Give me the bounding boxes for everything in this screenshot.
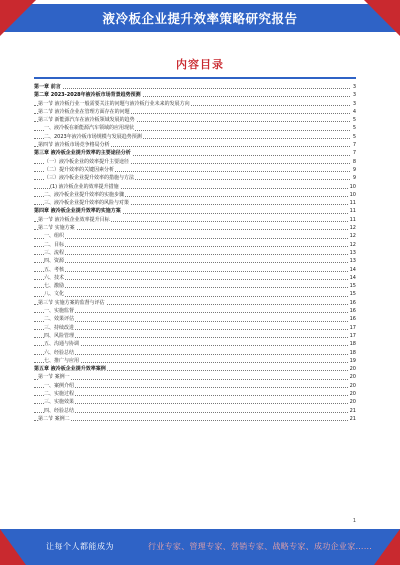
footer-red-corner-right: [374, 529, 400, 565]
toc-entry-page: 15: [349, 283, 356, 290]
toc-entry-text: 五、考核: [44, 266, 65, 273]
toc-leader-dots: [34, 312, 350, 313]
toc-entry-page: 11: [349, 200, 356, 207]
toc-entry[interactable]: [34, 332, 356, 340]
toc-entry-page: 5: [352, 117, 356, 124]
toc-entry[interactable]: [34, 407, 356, 415]
toc-entry-page: 16: [349, 308, 356, 315]
toc-entry-text: 三、流程: [44, 249, 65, 256]
toc-entry[interactable]: [34, 149, 356, 157]
toc-entry[interactable]: [34, 116, 356, 124]
toc-entry[interactable]: [34, 249, 356, 257]
toc-entry-text: 第四章 液冷板企业提升效率的实施方案: [34, 208, 121, 215]
toc-entry[interactable]: [34, 83, 356, 91]
toc-entry[interactable]: [34, 282, 356, 290]
toc-heading: 内容目录: [176, 58, 224, 71]
toc-entry-text: 一、组织: [44, 233, 65, 240]
toc-entry-page: 20: [349, 399, 356, 406]
toc-leader-dots: [34, 238, 350, 239]
toc-leader-dots: [34, 345, 350, 346]
toc-entry-page: 11: [349, 216, 356, 223]
toc-entry-page: 20: [349, 374, 356, 381]
toc-entry-page: 8: [352, 158, 356, 165]
toc-entry[interactable]: [34, 133, 356, 141]
toc-leader-dots: [34, 412, 350, 413]
toc-entry[interactable]: [34, 158, 356, 166]
toc-entry-text: 二、实施过程: [44, 390, 75, 397]
toc-leader-dots: [34, 420, 350, 421]
toc-entry-text: 四、资源: [44, 258, 65, 265]
toc-entry-text: 二、效果评估: [44, 316, 75, 323]
toc-leader-dots: [34, 362, 350, 363]
toc-entry-page: 3: [352, 92, 356, 99]
toc-leader-dots: [34, 287, 350, 288]
toc-entry[interactable]: [34, 216, 356, 224]
toc-entry[interactable]: [34, 191, 356, 199]
toc-entry-text: 七、激励: [44, 283, 65, 290]
toc-leader-dots: [34, 321, 350, 322]
toc-entry-page: 18: [349, 349, 356, 356]
toc-entry-page: 3: [352, 100, 356, 107]
toc-entry[interactable]: [34, 324, 356, 332]
toc-entry-text: （三）液冷板企业提升效率的措施与方法: [44, 175, 135, 182]
toc-entry-text: 二、液冷板企业提升效率的实施步骤: [44, 191, 125, 198]
toc-entry-page: 14: [349, 266, 356, 273]
toc-entry[interactable]: [34, 307, 356, 315]
toc-leader-dots: [34, 403, 350, 404]
toc-entry-page: 11: [349, 208, 356, 215]
toc-entry-page: 20: [349, 382, 356, 389]
toc-entry-page: 5: [352, 133, 356, 140]
toc-entry-text: 四、风险管理: [44, 332, 75, 339]
toc-entry[interactable]: [34, 357, 356, 365]
toc-entry-text: 第五章 液冷板企业提升效率案例: [34, 366, 106, 373]
toc-entry-page: 4: [352, 108, 356, 115]
toc-entry[interactable]: [34, 349, 356, 357]
toc-entry-text: 第二节 液冷板企业在管理方面存在的问题: [38, 108, 130, 115]
report-title: 液冷板企业提升效率策略研究报告: [102, 11, 298, 26]
page-number: 1: [352, 518, 356, 524]
toc-entry-page: 12: [349, 225, 356, 232]
toc-entry[interactable]: [34, 166, 356, 174]
toc-entry-page: 5: [352, 125, 356, 132]
toc-entry-text: 第三节 实施方案的监督与评估: [38, 299, 105, 306]
toc-entry-text: 一、案例介绍: [44, 382, 75, 389]
table-of-contents: [34, 83, 356, 423]
toc-entry[interactable]: [34, 274, 356, 282]
toc-leader-dots: [34, 254, 350, 255]
toc-leader-dots: [34, 271, 350, 272]
toc-entry[interactable]: [34, 398, 356, 406]
toc-entry[interactable]: [34, 141, 356, 149]
toc-entry-text: (1) 液冷板企业的效率提升措施: [50, 183, 119, 190]
toc-leader-dots: [34, 395, 350, 396]
toc-entry-text: 二、目标: [44, 241, 65, 248]
toc-entry-text: 第一节 案例一: [38, 374, 70, 381]
toc-leader-dots: [34, 337, 350, 338]
toc-entry-text: 一、液冷板在新能源汽车领域的应用现状: [44, 125, 135, 132]
toc-entry-page: 20: [349, 366, 356, 373]
toc-entry-page: 16: [349, 299, 356, 306]
toc-entry-text: 第二节 案例二: [38, 415, 70, 422]
footer-red-corner-left: [0, 529, 26, 565]
footer-slogan: 让每个人都能成为: [46, 542, 114, 551]
toc-entry[interactable]: [34, 100, 356, 108]
toc-leader-dots: [34, 279, 350, 280]
toc-entry-page: 14: [349, 274, 356, 281]
toc-entry-text: 二、2023年液冷板市场规模与发展趋势预测: [44, 133, 142, 140]
toc-entry-text: 一、实施监督: [44, 308, 75, 315]
toc-entry-text: 第四节 液冷板市场竞争格局分析: [38, 142, 110, 149]
toc-entry-page: 13: [349, 258, 356, 265]
toc-leader-dots: [34, 329, 350, 330]
toc-divider: [34, 77, 356, 79]
toc-entry-page: 13: [349, 249, 356, 256]
toc-entry-text: 第二节 实施方案: [38, 225, 75, 232]
toc-leader-dots: [34, 379, 350, 380]
toc-leader-dots: [34, 387, 350, 388]
toc-leader-dots: [34, 229, 350, 230]
toc-entry[interactable]: [34, 224, 356, 232]
toc-entry-page: 10: [349, 183, 356, 190]
toc-entry[interactable]: [34, 373, 356, 381]
toc-entry[interactable]: [34, 241, 356, 249]
toc-entry-page: 21: [349, 415, 356, 422]
toc-entry-page: 18: [349, 341, 356, 348]
toc-entry-page: 20: [349, 390, 356, 397]
toc-entry[interactable]: [34, 315, 356, 323]
toc-entry-text: 第三节 新能源汽车在液冷板领域发展的趋势: [38, 117, 135, 124]
toc-entry-text: 第一节 液冷板企业效率提升目标: [38, 216, 110, 223]
page-footer: [0, 529, 400, 565]
toc-entry-text: 六、技术: [44, 274, 65, 281]
toc-entry[interactable]: [34, 91, 356, 99]
toc-entry-text: 五、沟通与协调: [44, 341, 80, 348]
toc-entry[interactable]: [34, 290, 356, 298]
toc-entry-text: 六、经验总结: [44, 349, 75, 356]
page-header: [0, 0, 400, 36]
toc-entry[interactable]: [34, 299, 356, 307]
toc-entry[interactable]: [34, 124, 356, 132]
toc-entry[interactable]: [34, 174, 356, 182]
toc-entry-page: 7: [352, 150, 356, 157]
toc-entry-page: 16: [349, 316, 356, 323]
toc-entry-text: 四、经验总结: [44, 407, 75, 414]
toc-entry-page: 12: [349, 241, 356, 248]
toc-entry[interactable]: [34, 257, 356, 265]
toc-entry[interactable]: [34, 415, 356, 423]
toc-leader-dots: [34, 246, 350, 247]
toc-entry-text: 第一章 前言: [34, 84, 61, 90]
toc-entry-page: 9: [352, 166, 356, 173]
toc-entry-text: 三、持续改进: [44, 324, 75, 331]
toc-entry[interactable]: [34, 183, 356, 191]
toc-entry-page: 15: [349, 291, 356, 298]
toc-entry-text: 七、推广与应用: [44, 357, 80, 364]
toc-entry-page: 9: [352, 175, 356, 182]
toc-entry-text: 第三章 液冷板企业提升效率的主要途径分析: [34, 150, 131, 157]
toc-entry[interactable]: [34, 390, 356, 398]
toc-entry-page: 19: [349, 357, 356, 364]
toc-entry[interactable]: [34, 232, 356, 240]
toc-entry[interactable]: [34, 266, 356, 274]
toc-entry-page: 17: [349, 324, 356, 331]
toc-entry[interactable]: [34, 207, 356, 215]
toc-entry-page: 21: [349, 407, 356, 414]
toc-entry-page: 17: [349, 332, 356, 339]
toc-entry[interactable]: [34, 199, 356, 207]
toc-entry-page: 12: [349, 233, 356, 240]
toc-entry-text: 三、实施效果: [44, 399, 75, 406]
toc-entry-page: 3: [352, 84, 356, 90]
toc-entry[interactable]: [34, 340, 356, 348]
toc-entry-text: 第一节 液冷板行业一般需要关注的问题与液冷板行业未来的发展方向: [38, 100, 190, 107]
toc-entry-text: （一）液冷板企业的效率提升主要途径: [44, 158, 130, 165]
toc-entry-text: 第二章 2023-2028年液冷板市场背景趋势预测: [34, 92, 141, 99]
toc-leader-dots: [34, 296, 350, 297]
footer-roles: 行业专家、管理专家、营销专家、战略专家、成功企业家……: [148, 542, 373, 551]
toc-entry-page: 10: [349, 191, 356, 198]
toc-leader-dots: [34, 88, 350, 89]
toc-entry[interactable]: [34, 108, 356, 116]
toc-leader-dots: [34, 262, 350, 263]
toc-entry[interactable]: [34, 382, 356, 390]
toc-entry-text: 三、液冷板企业提升效率的风险与对策: [44, 200, 130, 207]
toc-entry[interactable]: [34, 365, 356, 373]
toc-entry-text: 八、文化: [44, 291, 65, 298]
toc-leader-dots: [34, 354, 350, 355]
toc-entry-text: （二）提升效率的关键因素分析: [44, 166, 115, 173]
toc-entry-page: 7: [352, 142, 356, 149]
